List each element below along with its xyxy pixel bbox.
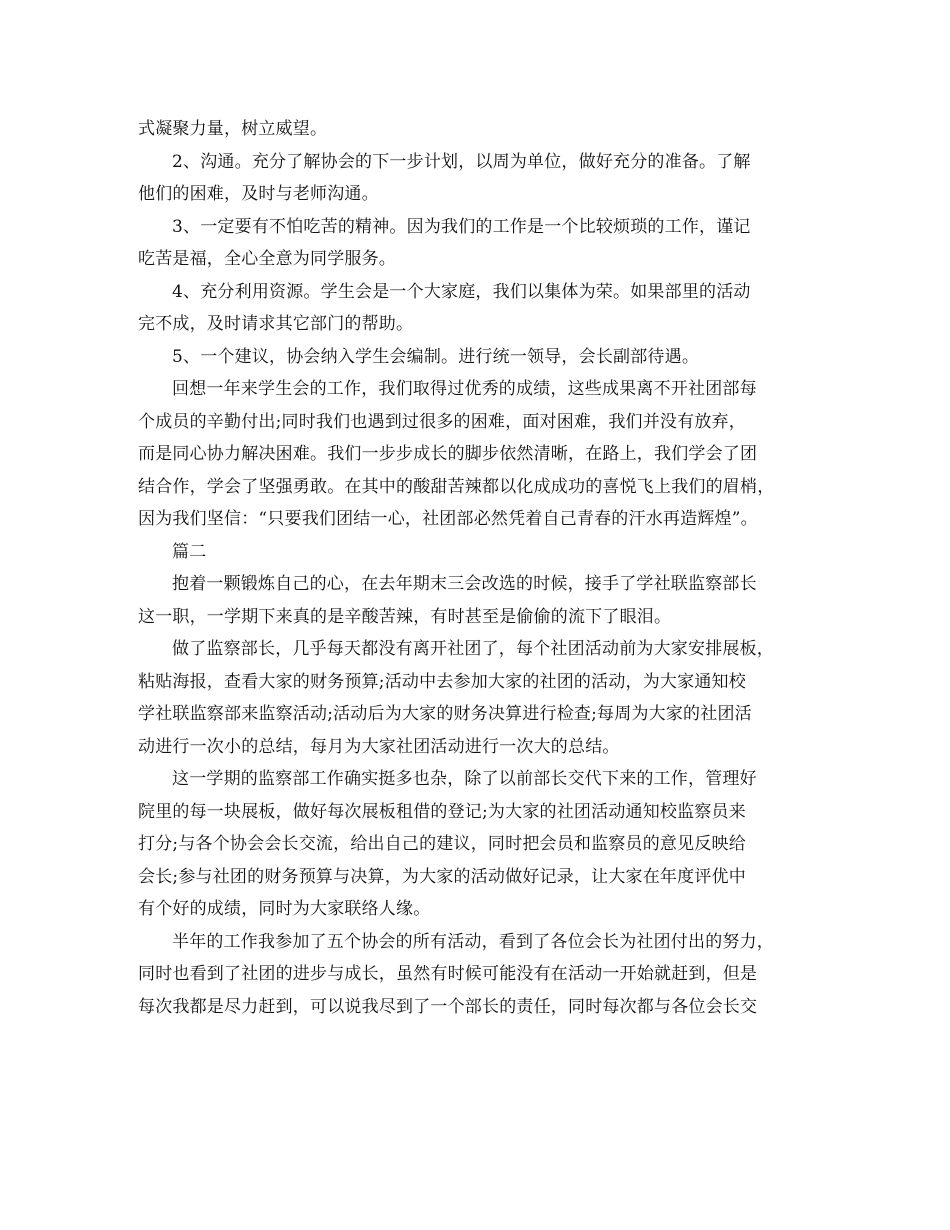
text-line: 因为我们坚信：“只要我们团结一心，社团部必然凭着自己青春的汗水再造辉煌”。 [138,509,758,529]
text-line: 半年的工作我参加了五个协会的所有活动，看到了各位会长为社团付出的努力， [172,931,774,952]
text-line: 结合作，学会了坚强勇敢。在其中的酸甜苦辣都以化成成功的喜悦飞上我们的眉梢， [138,476,775,497]
text-line: 回想一年来学生会的工作，我们取得过优秀的成绩，这些成果离不开社团部每 [172,379,757,399]
text-line: 粘贴海报，查看大家的财务预算;活动中去参加大家的社团的活动，为大家通知校 [138,671,746,692]
text-line: 个成员的辛勤付出;同时我们也遇到过很多的困难，面对困难，我们并没有放弃， [138,411,746,432]
text-line: 做了监察部长，几乎每天都没有离开社团了，每个社团活动前为大家安排展板， [172,639,774,659]
text-line: 同时也看到了社团的进步与成长，虽然有时候可能没有在活动一开始就赶到，但是 [138,964,758,984]
text-line: 学社联监察部来监察活动;活动后为大家的财务决算进行检查;每周为大家的社团活 [138,704,752,724]
text-line: 有个好的成绩，同时为大家联络人缘。 [138,899,431,919]
text-line: 而是同心协力解决困难。我们一步步成长的脚步依然清晰，在路上，我们学会了团 [138,444,758,464]
section-heading: 篇二 [172,541,207,562]
text-line: 5、一个建议，协会纳入学生会编制。进行统一领导，会长副部待遇。 [172,346,700,367]
text-line: 这一职，一学期下来真的是辛酸苦辣，有时甚至是偷偷的流下了眼泪。 [138,606,672,627]
text-line: 打分;与各个协会会长交流，给出自己的建议，同时把会员和监察员的意见反映给 [138,834,746,854]
text-line: 完不成，及时请求其它部门的帮助。 [138,314,414,334]
text-line: 2、沟通。充分了解协会的下一步计划，以周为单位，做好充分的准备。了解 [172,151,751,172]
text-line: 每次我都是尽力赶到，可以说我尽到了一个部长的责任，同时每次都与各位会长交 [138,996,758,1017]
text-line: 院里的每一块展板，做好每次展板租借的登记;为大家的社团活动通知校监察员来 [138,801,746,822]
text-line: 抱着一颗锻炼自己的心，在去年期末三会改选的时候，接手了学社联监察部长 [172,574,757,594]
text-line: 3、一定要有不怕吃苦的精神。因为我们的工作是一个比较烦琐的工作，谨记 [172,216,751,237]
text-line: 4、充分利用资源。学生会是一个大家庭，我们以集体为荣。如果部里的活动 [172,281,751,302]
text-line: 吃苦是福，全心全意为同学服务。 [138,249,396,269]
text-line: 动进行一次小的总结，每月为大家社团活动进行一次大的总结。 [138,736,620,757]
text-line: 这一学期的监察部工作确实挺多也杂，除了以前部长交代下来的工作，管理好 [172,769,757,789]
text-line: 式凝聚力量，树立威望。 [138,119,328,139]
text-line: 会长;参与社团的财务预算与决算，为大家的活动做好记录，让大家在年度评优中 [138,866,746,887]
text-line: 他们的困难，及时与老师沟通。 [138,184,379,204]
